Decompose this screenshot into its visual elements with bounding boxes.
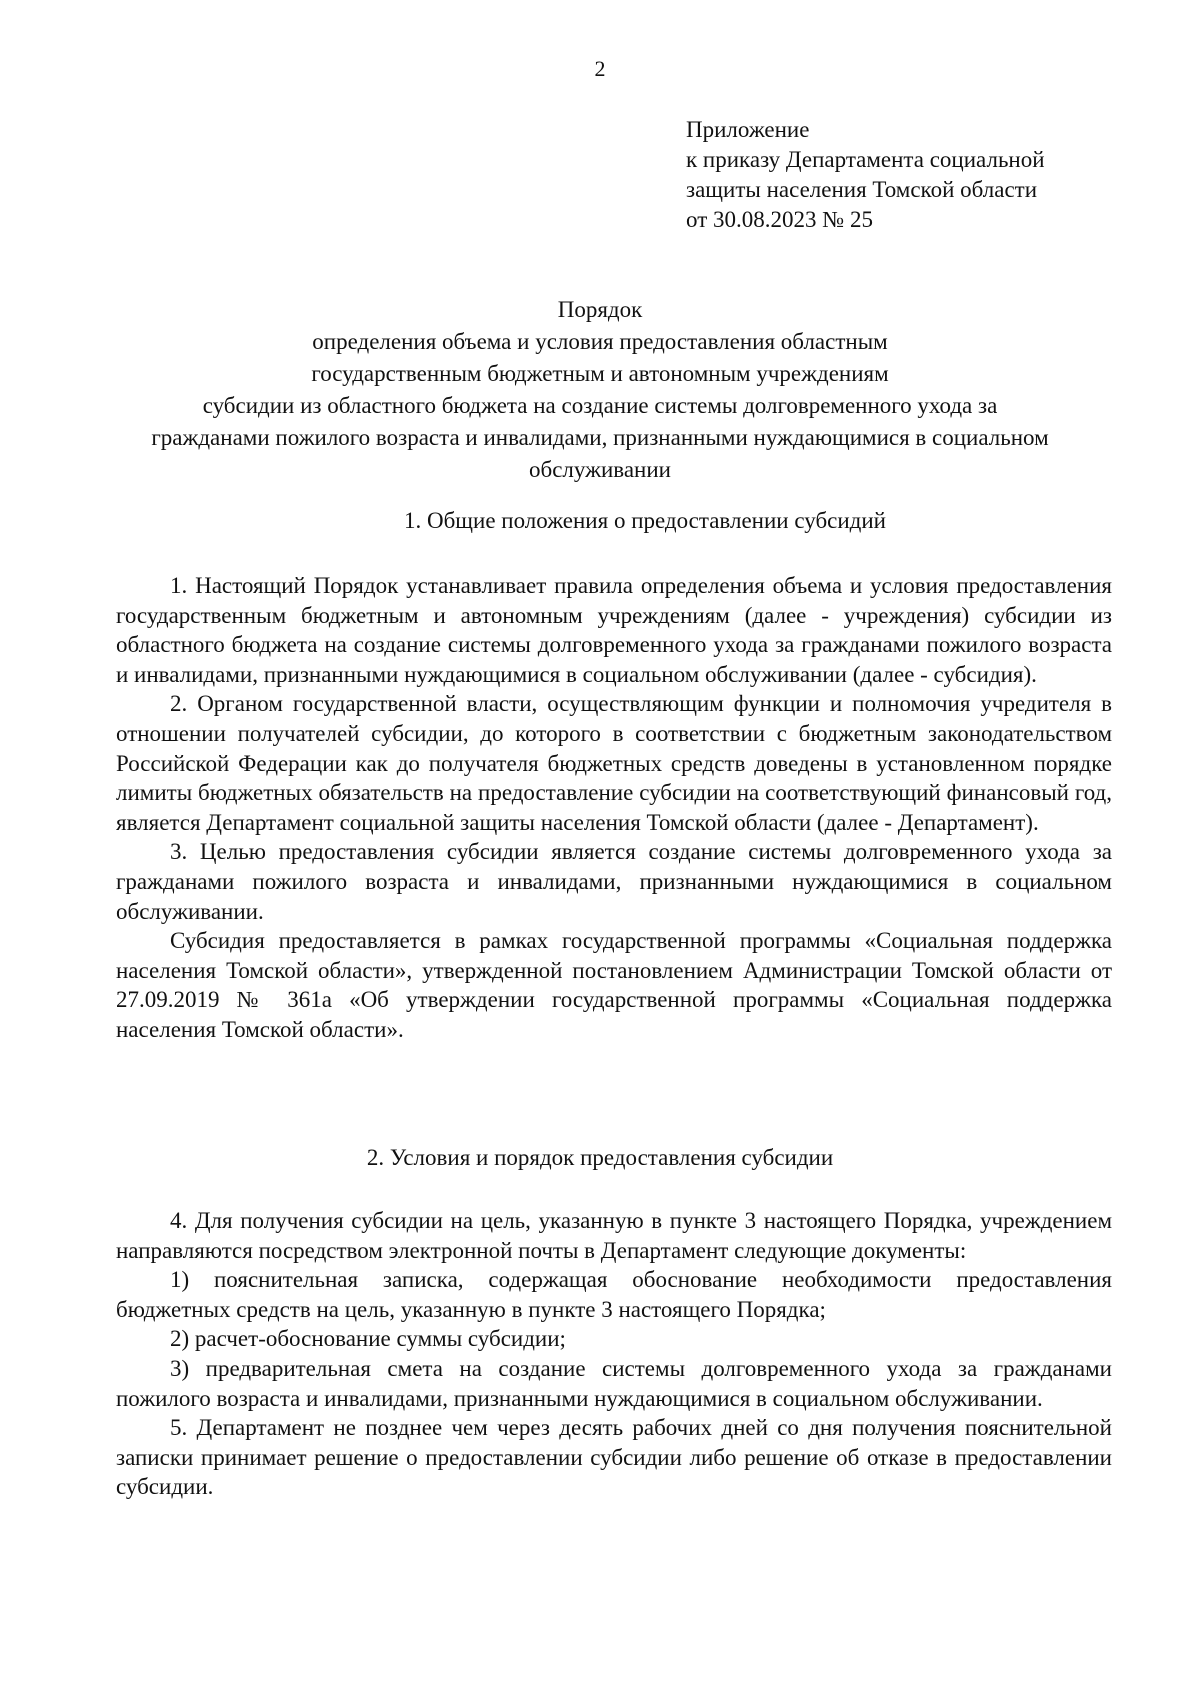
paragraph: 2. Органом государственной власти, осуществляющим функции и полномочия учредителя в отношении получателей субсидии, до которого в соответствии с бюджетным законодательством Российской Федерации как до получателя бюджетных средств доведены в установленном порядке лимиты бюджетных обязательств на предоставление субсидии на соответствующий финансовый год, является Департамент социальной защиты населения Томской области (далее - Департамент). (116, 691, 1112, 835)
title-line: государственным бюджетным и автономным учреждениям (311, 361, 889, 386)
section-1-body (116, 571, 1112, 1045)
paragraph: 2) расчет-обоснование суммы субсидии; (170, 1326, 566, 1352)
appendix-block (686, 115, 1106, 235)
title-line: субсидии из областного бюджета на создание системы долговременного ухода за (202, 393, 998, 418)
section-heading-1: 1. Общие положения о предоставлении субсидий (404, 508, 886, 533)
appendix-line: к приказу Департамента социальной (686, 147, 1045, 172)
section-2-body (116, 1206, 1112, 1502)
section-heading-2: 2. Условия и порядок предоставления субсидии (366, 1145, 834, 1170)
title-line: определения объема и условия предоставления областным (312, 329, 888, 354)
paragraph: 3) предварительная смета на создание системы долговременного ухода за гражданами пожилого возраста и инвалидами, признанными нуждающимися в социальном обслуживании. (116, 1355, 1112, 1411)
paragraph: 5. Департамент не позднее чем через десять рабочих дней со дня получения пояснительной записки принимает решение о предоставлении субсидии либо решение об отказе в предоставлении субсидии. (116, 1415, 1112, 1500)
title-line: Порядок (557, 297, 643, 322)
appendix-line: от 30.08.2023 № 25 (686, 207, 873, 232)
title-line: гражданами пожилого возраста и инвалидами, признанными нуждающимися в социальном (151, 425, 1049, 450)
paragraph: 1. Настоящий Порядок устанавливает правила определения объема и условия предоставления государственным бюджетным и автономным учреждениям (далее - учреждения) субсидии из областного бюджета на создание системы долговременного ухода за гражданами пожилого возраста и инвалидами, признанными нуждающимися в социальном обслуживании (далее - субсидия). (116, 573, 1112, 687)
paragraph: 3. Целью предоставления субсидии является создание системы долговременного ухода за гражданами пожилого возраста и инвалидами, признанными нуждающимися в социальном обслуживании. (116, 839, 1112, 924)
paragraph: 1) пояснительная записка, содержащая обоснование необходимости предоставления бюджетных средств на цель, указанную в пункте 3 настоящего Порядка; (116, 1267, 1112, 1322)
page-number: 2 (594, 56, 606, 81)
appendix-line: Приложение (686, 117, 810, 142)
document-title (100, 294, 1100, 486)
appendix-line: защиты населения Томской области (686, 177, 1038, 202)
paragraph: Субсидия предоставляется в рамках государственной программы «Социальная поддержка населения Томской области», утвержденной постановлением Администрации Томской области от 27.09.2019 № 361а «Об утверждении государственной программы «Социальная поддержка населения Томской области». (116, 928, 1112, 1042)
paragraph: 4. Для получения субсидии на цель, указанную в пункте 3 настоящего Порядка, учреждением направляются посредством электронной почты в Департамент следующие документы: (116, 1208, 1112, 1263)
title-line: обслуживании (529, 457, 671, 482)
